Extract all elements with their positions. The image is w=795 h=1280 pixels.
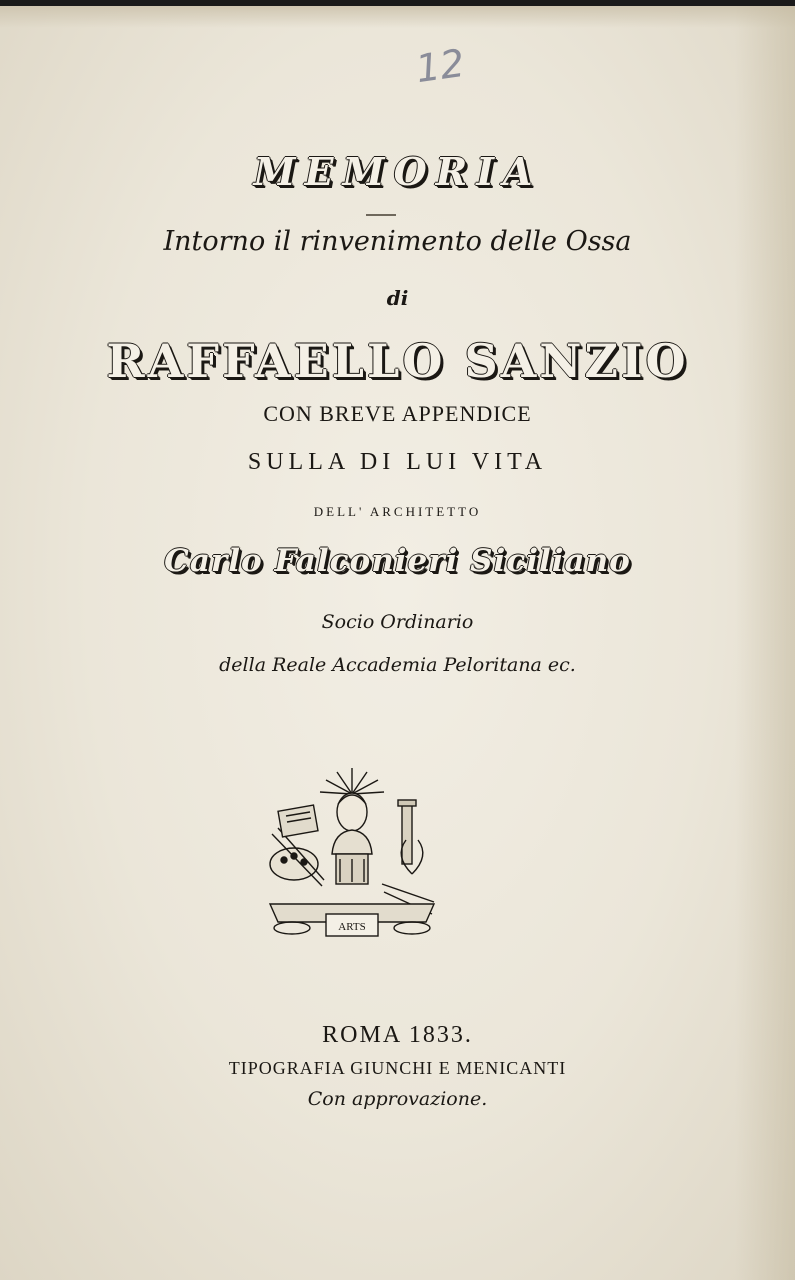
- imprint-printer: TIPOGRAFIA GIUNCHI E MENICANTI: [228, 1058, 567, 1078]
- title: MEMORIA: [253, 149, 542, 194]
- member-line-2: della Reale Accademia Peloritana ec.: [219, 654, 576, 676]
- title-rule: [366, 214, 396, 216]
- imprint-approval: Con approvazione.: [307, 1088, 488, 1110]
- architect-label: DELL' ARCHITETTO: [313, 504, 482, 519]
- member-line-1: Socio Ordinario: [321, 611, 474, 633]
- di-label: di: [386, 286, 409, 310]
- title-page: [0, 6, 795, 1280]
- pencil-mark: 12: [413, 40, 468, 92]
- imprint-place-year: ROMA 1833.: [322, 1022, 473, 1048]
- bust-of-apollo-vignette-icon: [262, 764, 442, 944]
- subject-name: RAFFAELLO SANZIO: [106, 334, 689, 388]
- appendix-line-2: SULLA DI LUI VITA: [247, 449, 548, 475]
- subtitle: Intorno il rinvenimento delle Ossa: [163, 226, 632, 257]
- sun-rays-icon: [320, 768, 384, 794]
- appendix-line-1: CON BREVE APPENDICE: [263, 401, 532, 426]
- author-name: Carlo Falconieri Siciliano: [164, 543, 631, 579]
- vignette-label: ARTS: [338, 921, 366, 933]
